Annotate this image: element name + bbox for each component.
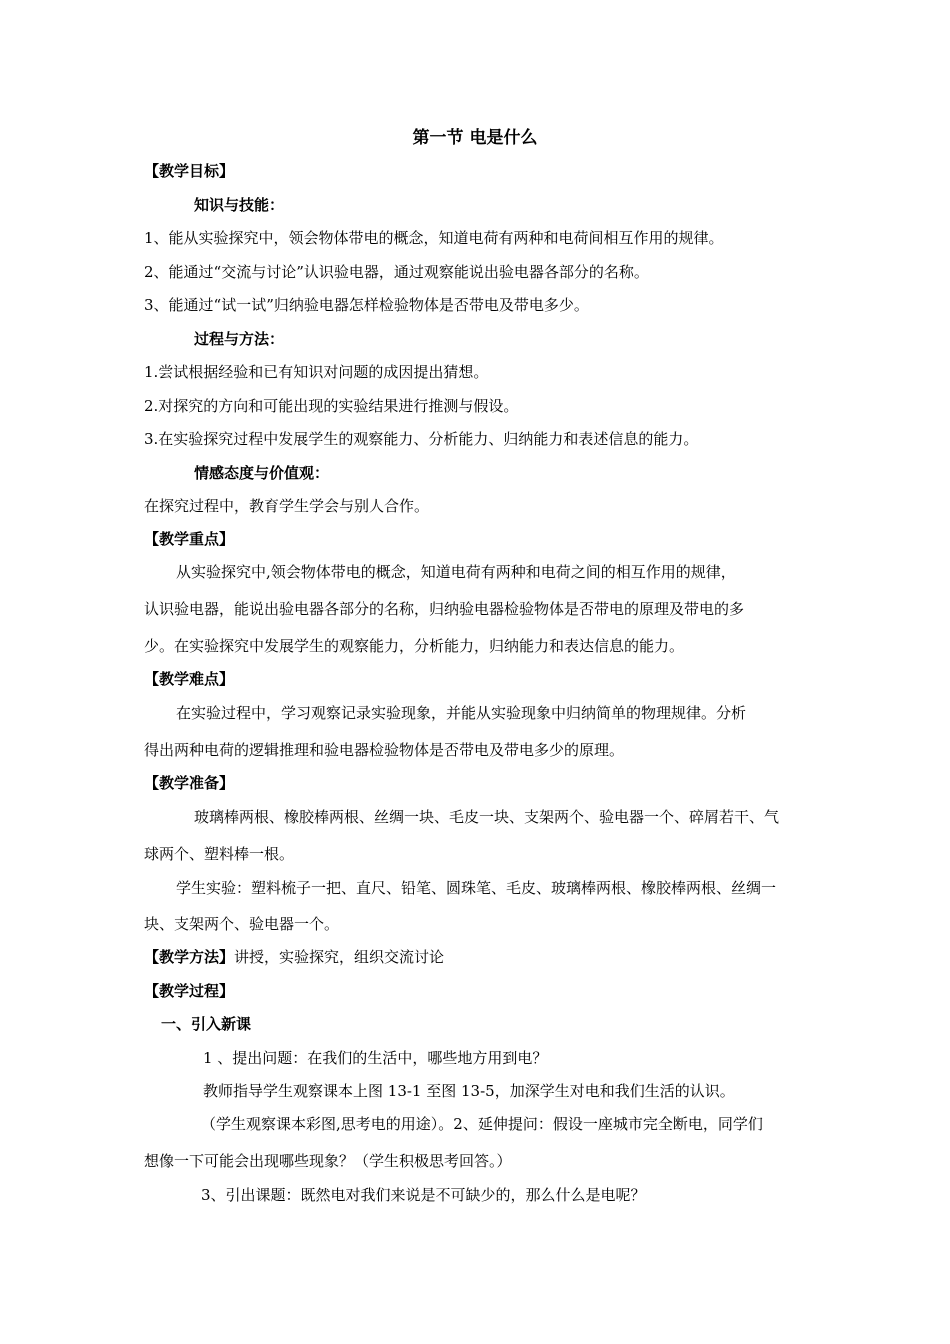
- difficulties-line-2: 得出两种电荷的逻辑推理和验电器检验物体是否带电及带电多少的原理。: [144, 741, 625, 759]
- preparation-line-2: 球两个、塑料棒一根。: [144, 845, 295, 863]
- knowledge-subheading: 知识与技能：: [194, 196, 285, 214]
- difficulties-heading: 【教学难点】: [144, 670, 235, 688]
- intro-line-3: （学生观察课本彩图,思考电的用途）。2、延伸提问：假设一座城市完全断电，同学们: [201, 1115, 763, 1133]
- attitude-text: 在探究过程中，教育学生学会与别人合作。: [144, 497, 430, 515]
- attitude-subheading: 情感态度与价值观：: [194, 464, 330, 482]
- methods-text: 讲授，实验探究，组织交流讨论: [234, 948, 445, 966]
- key-points-line-3: 少。在实验探究中发展学生的观察能力，分析能力，归纳能力和表达信息的能力。: [144, 637, 685, 655]
- section-intro-heading: 一、引入新课: [161, 1015, 252, 1033]
- process-method-item-1: 1.尝试根据经验和已有知识对问题的成因提出猜想。: [144, 363, 489, 381]
- process-method-item-3: 3.在实验探究过程中发展学生的观察能力、分析能力、归纳能力和表述信息的能力。: [144, 430, 699, 448]
- intro-line-5: 3、引出课题：既然电对我们来说是不可缺少的，那么什么是电呢？: [201, 1186, 646, 1204]
- process-method-item-2: 2.对探究的方向和可能出现的实验结果进行推测与假设。: [144, 397, 519, 415]
- knowledge-item-1: 1、能从实验探究中，领会物体带电的概念，知道电荷有两种和电荷间相互作用的规律。: [144, 229, 724, 247]
- key-points-line-1: 从实验探究中,领会物体带电的概念，知道电荷有两种和电荷之间的相互作用的规律，: [176, 563, 736, 581]
- preparation-line-4: 块、支架两个、验电器一个。: [144, 915, 340, 933]
- process-heading: 【教学过程】: [144, 982, 235, 1000]
- intro-line-2: 教师指导学生观察课本上图 13-1 至图 13-5，加深学生对电和我们生活的认识。: [203, 1082, 735, 1100]
- difficulties-line-1: 在实验过程中，学习观察记录实验现象，并能从实验现象中归纳简单的物理规律。分析: [176, 704, 747, 722]
- objectives-heading: 【教学目标】: [144, 162, 235, 180]
- methods-row: [144, 947, 444, 967]
- methods-heading: 【教学方法】: [144, 948, 235, 966]
- preparation-line-3: 学生实验：塑料梳子一把、直尺、铅笔、圆珠笔、毛皮、玻璃棒两根、橡胶棒两根、丝绸一: [176, 879, 777, 897]
- knowledge-item-2: 2、能通过“交流与讨论”认识验电器，通过观察能说出验电器各部分的名称。: [144, 263, 649, 281]
- page-title: 第一节 电是什么: [412, 128, 538, 148]
- knowledge-item-3: 3、能通过“试一试”归纳验电器怎样检验物体是否带电及带电多少。: [144, 296, 589, 314]
- preparation-line-1: 玻璃棒两根、橡胶棒两根、丝绸一块、毛皮一块、支架两个、验电器一个、碎屑若干、气: [194, 808, 780, 826]
- intro-line-1: 1 、提出问题：在我们的生活中，哪些地方用到电？: [203, 1049, 548, 1067]
- preparation-heading: 【教学准备】: [144, 774, 235, 792]
- key-points-heading: 【教学重点】: [144, 530, 235, 548]
- intro-line-4: 想像一下可能会出现哪些现象？（学生积极思考回答。）: [144, 1152, 512, 1170]
- key-points-line-2: 认识验电器，能说出验电器各部分的名称，归纳验电器检验物体是否带电的原理及带电的多: [144, 600, 745, 618]
- process-method-subheading: 过程与方法：: [194, 330, 285, 348]
